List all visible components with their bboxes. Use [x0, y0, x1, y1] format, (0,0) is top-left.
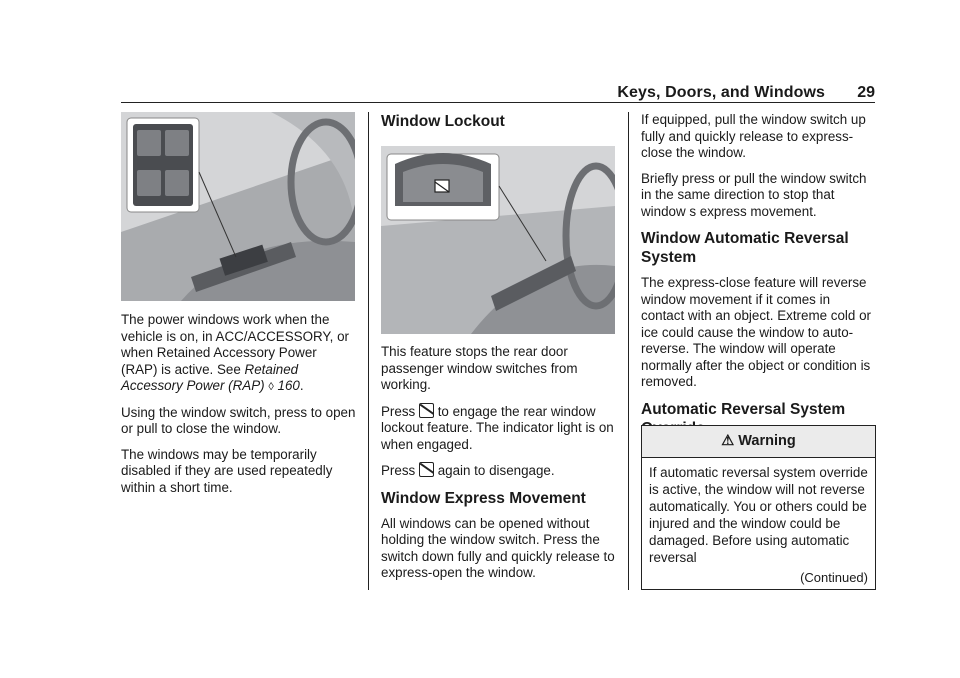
page-reference[interactable]: 160 — [277, 378, 300, 393]
header-rule — [121, 102, 875, 103]
column-2-body — [381, 344, 616, 591]
warning-box — [641, 425, 876, 590]
continued-label: (Continued) — [800, 570, 868, 585]
column-3 — [641, 112, 876, 446]
window-lockout-icon — [419, 462, 434, 477]
page-number: 29 — [857, 84, 875, 101]
cross-reference[interactable]: Retained Accessory Power (RAP) — [121, 361, 299, 393]
column-2 — [381, 112, 616, 139]
paragraph: Press to engage the rear window lockout feature. The indicator light is on when engaged. — [381, 403, 614, 452]
page-ref-icon: ◊ — [268, 381, 274, 393]
window-lockout-illustration — [381, 146, 615, 334]
column-divider — [368, 112, 369, 590]
window-switch-illustration — [121, 112, 355, 301]
column-divider — [628, 112, 629, 590]
paragraph: The express-close feature will reverse window movement if it comes in contact with an object. Extreme cold or ice could cause the window to auto-reverse. The window will operate normally after the object or condition is removed. — [641, 275, 871, 389]
heading-window-express-movement: Window Express Movement — [381, 489, 586, 507]
paragraph: This feature stops the rear door passenger window switches from working. — [381, 344, 578, 392]
paragraph: The power windows work when the vehicle is on, in ACC/ACCESSORY, or when Retained Accessory Power (RAP) is active. See Retained Accessory Power (RAP) ◊ 160. — [121, 312, 349, 393]
heading-automatic-reversal-override: Automatic Reversal System — [641, 400, 846, 418]
paragraph: Briefly press or pull the window switch in the same direction to stop that window s express movement. — [641, 170, 867, 219]
paragraph: If equipped, pull the window switch up fully and quickly release to express-close the window. — [641, 112, 866, 160]
paragraph: Press again to disengage. — [381, 463, 555, 478]
window-lockout-icon — [419, 403, 434, 418]
column-1 — [121, 312, 356, 505]
paragraph: All windows can be opened without holding the window switch. Press the switch down fully and quickly release to express-open the window. — [381, 515, 615, 580]
paragraph: The windows may be temporarily disabled if they are used repeatedly within a short time. — [121, 446, 333, 495]
heading-window-lockout: Window Lockout — [381, 113, 505, 130]
paragraph: Using the window switch, press to open or pull to close the window. — [121, 404, 356, 436]
heading-window-automatic-reversal: Window Automatic Reversal System — [641, 230, 849, 266]
warning-body: If automatic reversal system override is active, the window will not reverse automatically. You or others could be injured and the window could be damaged. Before using automatic reversal — [649, 465, 868, 565]
warning-icon: ⚠ — [721, 433, 735, 449]
warning-title: Warning — [738, 433, 796, 449]
warning-header — [642, 426, 875, 458]
section-title: Keys, Doors, and Windows — [617, 84, 825, 101]
